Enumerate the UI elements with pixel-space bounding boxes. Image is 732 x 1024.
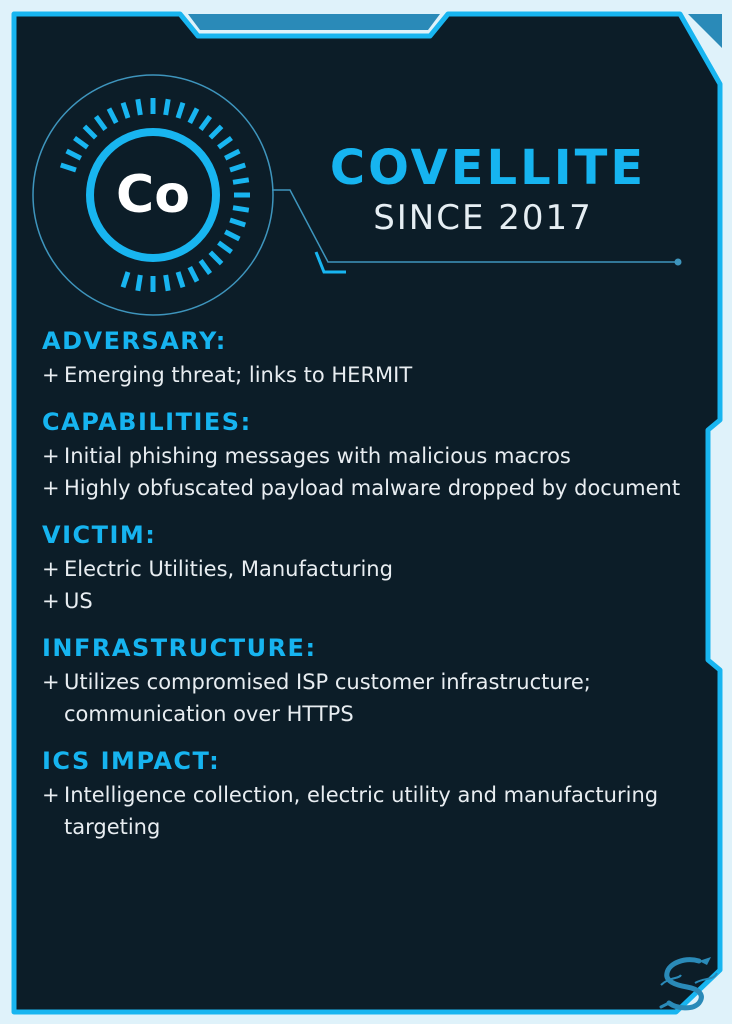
item-text: US	[64, 589, 93, 613]
bullet-plus: +	[42, 363, 60, 387]
list-item	[42, 779, 682, 843]
section-ics-impact	[42, 746, 682, 843]
section-heading: ICS IMPACT:	[42, 747, 221, 775]
item-text: Utilizes compromised ISP customer infrastructure; communication over HTTPS	[64, 670, 591, 726]
list-item	[42, 585, 682, 617]
list-item	[42, 359, 682, 391]
logo-letters: Co	[116, 165, 190, 225]
section-items	[42, 359, 682, 391]
top-tab	[188, 14, 440, 30]
bullet-plus: +	[42, 557, 60, 581]
item-text: Electric Utilities, Manufacturing	[64, 557, 393, 581]
bullet-plus: +	[42, 783, 60, 807]
item-text: Intelligence collection, electric utility and manufacturing targeting	[64, 783, 659, 839]
section-capabilities	[42, 407, 682, 504]
section-victim	[42, 520, 682, 617]
section-infrastructure	[42, 633, 682, 730]
section-heading: INFRASTRUCTURE:	[42, 634, 317, 662]
section-items	[42, 553, 682, 617]
list-item	[42, 666, 682, 730]
section-items	[42, 666, 682, 730]
bullet-plus: +	[42, 670, 60, 694]
item-text: Emerging threat; links to HERMIT	[64, 363, 413, 387]
profile-content	[42, 326, 682, 859]
section-heading: CAPABILITIES:	[42, 408, 252, 436]
since-year: SINCE 2017	[373, 198, 593, 238]
item-text: Initial phishing messages with malicious macros	[64, 444, 571, 468]
group-name: COVELLITE	[329, 140, 647, 196]
item-text: Highly obfuscated payload malware dropped by document	[64, 476, 681, 500]
section-heading: VICTIM:	[42, 521, 157, 549]
bullet-plus: +	[42, 589, 60, 613]
section-heading: ADVERSARY:	[42, 327, 227, 355]
list-item	[42, 440, 682, 472]
list-item	[42, 553, 682, 585]
bullet-plus: +	[42, 476, 60, 500]
section-items	[42, 440, 682, 504]
dragon-icon	[655, 955, 721, 1013]
group-logo	[28, 70, 278, 320]
list-item	[42, 472, 682, 504]
section-items	[42, 779, 682, 843]
connector-dot	[675, 259, 682, 266]
bullet-plus: +	[42, 444, 60, 468]
section-adversary	[42, 326, 682, 391]
